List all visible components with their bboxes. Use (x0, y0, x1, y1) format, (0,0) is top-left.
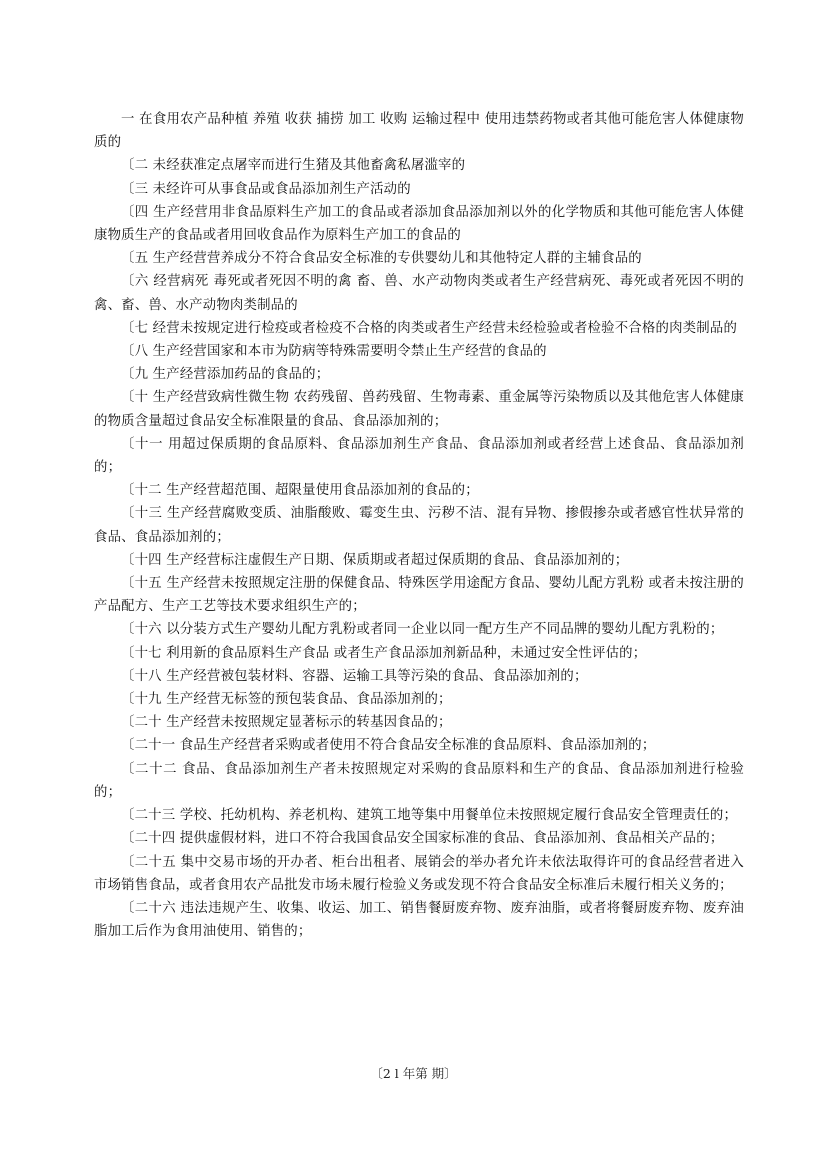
paragraph-18: 〔十八 生产经营被包装材料、容器、运输工具等污染的食品、食品添加剂的； (121, 668, 588, 684)
paragraph-9: 〔九 生产经营添加药品的食品的； (121, 367, 330, 383)
paragraph-5: 〔五 生产经营营养成分不符合食品安全标准的专供婴幼儿和其他特定人群的主辅食品的 (121, 251, 642, 267)
paragraph-2: 〔二 未经获准定点屠宰而进行生猪及其他畜禽私屠滥宰的 (121, 158, 466, 174)
paragraph-1: 一 在食用农产品种植 养殖 收获 捕捞 加工 收购 运输过程中 使用违禁药物或者其他可能危害人体健康物质的 (94, 112, 744, 151)
paragraph-15: 〔十五 生产经营未按照规定注册的保健食品、特殊医学用途配方食品、婴幼儿配方乳粉 或者未按注册的产品配方、生产工艺等技术要求组织生产的； (94, 576, 744, 615)
paragraph-17: 〔十七 利用新的食品原料生产食品 或者生产食品添加剂新品种，未通过安全性评估的； (121, 645, 647, 661)
paragraph-25: 〔二十五 集中交易市场的开办者、柜台出租者、展销会的举办者允许未依法取得许可的食品经营者进入市场销售食品，或者食用农产品批发市场未履行检验义务或发现不符合食品安全标准后未履行相关义务的； (94, 854, 744, 893)
paragraph-12: 〔十二 生产经营超范围、超限量使用食品添加剂的食品的； (121, 483, 479, 499)
paragraph-3: 〔三 未经许可从事食品或食品添加剂生产活动的 (121, 181, 411, 197)
paragraph-23: 〔二十三 学校、托幼机构、养老机构、建筑工地等集中用餐单位未按照规定履行食品安全管理责任的； (121, 808, 738, 824)
paragraph-8: 〔八 生产经营国家和本市为防病等特殊需要明令禁止生产经营的食品的 (121, 344, 547, 360)
paragraph-11: 〔十一 用超过保质期的食品原料、食品添加剂生产食品、食品添加剂或者经营上述食品、食品添加剂的； (94, 436, 744, 476)
document-body (94, 108, 744, 943)
paragraph-24: 〔二十四 提供虚假材料，进口不符合我国食品安全国家标准的食品、食品添加剂、食品相关产品的； (121, 831, 724, 847)
paragraph-26: 〔二十六 违法违规产生、收集、收运、加工、销售餐厨废弃物、废弃油脂，或者将餐厨废弃物、废弃油脂加工后作为食用油使用、销售的； (94, 900, 744, 940)
paragraph-6: 〔六 经营病死 毒死或者死因不明的禽 畜、兽、水产动物肉类或者生产经营病死、毒死或者死因不明的禽、畜、兽、水产动物肉类制品的 (94, 274, 744, 313)
paragraph-22: 〔二十二 食品、食品添加剂生产者未按照规定对采购的食品原料和生产的食品、食品添加剂进行检验的； (94, 761, 744, 800)
paragraph-20: 〔二十 生产经营未按照规定显著标示的转基因食品的； (121, 715, 452, 731)
paragraph-19: 〔十九 生产经营无标签的预包装食品、食品添加剂的； (121, 692, 452, 708)
page-footer: 〔2 l 年第 期〕 (370, 1066, 457, 1081)
paragraph-14: 〔十四 生产经营标注虚假生产日期、保质期或者超过保质期的食品、食品添加剂的； (121, 552, 629, 568)
paragraph-21: 〔二十一 食品生产经营者采购或者使用不符合食品安全标准的食品原料、食品添加剂的； (121, 738, 656, 754)
paragraph-10: 〔十 生产经营致病性微生物 农药残留、兽药残留、生物毒素、重金属等污染物质以及其他危害人体健康的物质含量超过食品安全标准限量的食品、食品添加剂的； (94, 390, 744, 429)
paragraph-16: 〔十六 以分装方式生产婴幼儿配方乳粉或者同一企业以同一配方生产不同品牌的婴幼儿配方乳粉的； (121, 622, 724, 638)
paragraph-7: 〔七 经营未按规定进行检疫或者检疫不合格的肉类或者生产经营未经检验或者检验不合格的肉类制品的 (121, 320, 738, 336)
paragraph-13: 〔十三 生产经营腐败变质、油脂酸败、霉变生虫、污秽不洁、混有异物、掺假掺杂或者感官性状异常的食品、食品添加剂的； (94, 506, 744, 545)
paragraph-4: 〔四 生产经营用非食品原料生产加工的食品或者添加食品添加剂以外的化学物质和其他可能危害人体健康物质生产的食品或者用回收食品作为原料生产加工的食品的 (94, 204, 744, 244)
